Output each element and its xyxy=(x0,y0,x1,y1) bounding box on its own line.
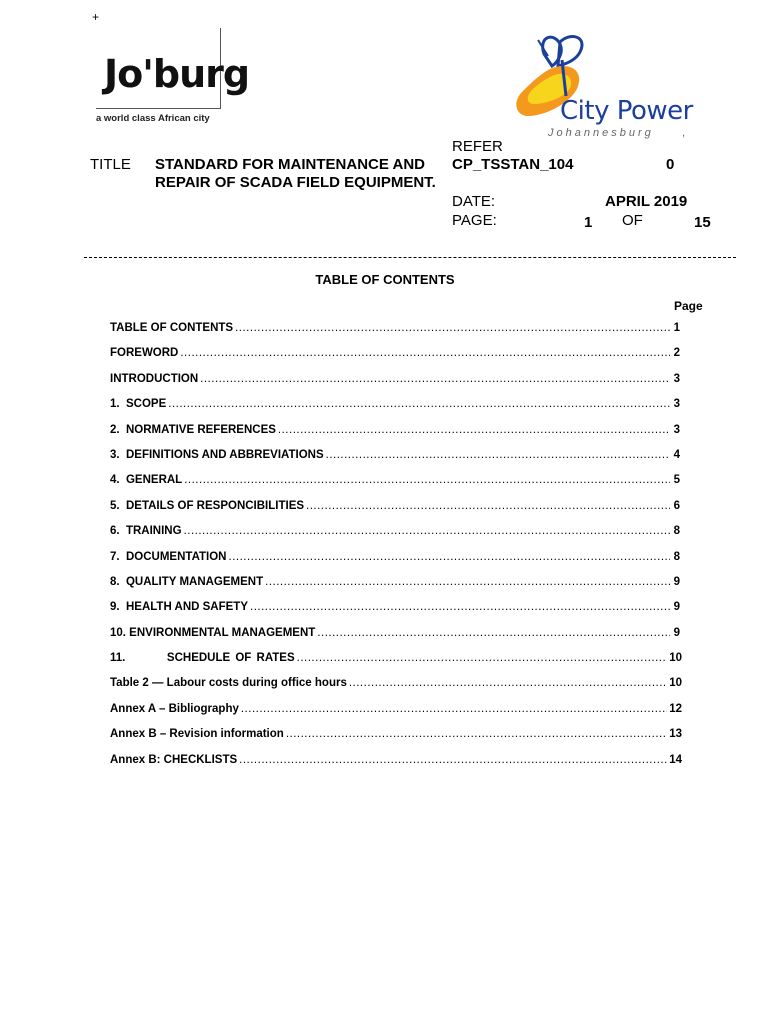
toc-entry-page: 13 xyxy=(669,728,682,741)
toc-leader xyxy=(250,601,670,613)
toc-leader xyxy=(180,347,670,359)
toc-entry[interactable] xyxy=(110,347,680,372)
toc-entry-title: Annex B: CHECKLISTS xyxy=(110,753,238,766)
toc-entry-title: 1. SCOPE xyxy=(110,398,167,411)
toc-entry-page: 9 xyxy=(673,575,680,588)
plus-mark: + xyxy=(92,10,100,24)
toc-entry-title: FOREWORD xyxy=(110,347,179,360)
toc-entry[interactable] xyxy=(110,500,680,525)
toc-leader xyxy=(184,474,670,486)
page-number: 1 xyxy=(584,214,593,231)
toc-leader xyxy=(286,728,667,740)
toc-entry[interactable] xyxy=(110,424,680,449)
document-title: STANDARD FOR MAINTENANCE AND REPAIR OF SCADA FIELD EQUIPMENT. xyxy=(155,156,436,191)
toc-entry-title: 8. QUALITY MANAGEMENT xyxy=(110,575,264,588)
toc-entry-page: 2 xyxy=(673,347,680,360)
toc-entry-page: 8 xyxy=(673,525,680,538)
toc-entry-page: 10 xyxy=(669,677,682,690)
city-power-subtext: Johannesburg xyxy=(548,127,654,139)
toc-leader xyxy=(297,652,668,664)
toc-entry-page: 3 xyxy=(673,423,680,436)
revision-number: 0 xyxy=(666,156,675,173)
toc-entry[interactable] xyxy=(110,398,680,423)
toc-leader xyxy=(317,627,670,639)
of-label: OF xyxy=(622,212,643,229)
toc-entry[interactable] xyxy=(110,754,682,779)
toc-entry[interactable] xyxy=(110,525,680,550)
toc-entry-page: 6 xyxy=(673,499,680,512)
toc-leader xyxy=(278,424,670,436)
toc-leader xyxy=(184,525,670,537)
header-divider xyxy=(84,257,736,258)
toc-entry-page: 12 xyxy=(669,702,682,715)
date-value: APRIL 2019 xyxy=(605,193,688,210)
toc-entry-title: Annex B – Revision information xyxy=(110,728,284,741)
toc-leader xyxy=(200,373,670,385)
toc-leader xyxy=(265,576,670,588)
date-label: DATE: xyxy=(452,193,496,210)
page-total: 15 xyxy=(694,214,711,231)
toc-entry-title: Annex A – Bibliography xyxy=(110,702,239,715)
toc-entry[interactable] xyxy=(110,601,680,626)
toc-entry[interactable] xyxy=(110,373,680,398)
toc-leader xyxy=(306,500,670,512)
toc-heading: TABLE OF CONTENTS xyxy=(315,272,455,287)
toc-entry-page: 3 xyxy=(673,398,680,411)
city-power-trailing-mark: , xyxy=(682,127,686,139)
toc-entry-title: TABLE OF CONTENTS xyxy=(110,322,234,334)
toc-entry-title: 5. DETAILS OF RESPONCIBILITIES xyxy=(110,499,305,512)
toc-entry-title: 10. ENVIRONMENTAL MANAGEMENT xyxy=(110,626,316,639)
toc-entry[interactable] xyxy=(110,449,680,474)
toc-list xyxy=(110,322,680,779)
toc-entry[interactable] xyxy=(110,627,680,652)
reference-label: REFER xyxy=(452,138,503,155)
toc-entry[interactable] xyxy=(110,474,680,499)
toc-entry-title: 6. TRAINING xyxy=(110,525,182,538)
reference-code: CP_TSSTAN_104 xyxy=(452,156,574,173)
toc-entry-title: INTRODUCTION xyxy=(110,372,199,385)
toc-entry-page: 8 xyxy=(673,550,680,563)
toc-entry-title: 2. NORMATIVE REFERENCES xyxy=(110,423,276,436)
toc-leader xyxy=(168,398,670,410)
page-label: PAGE: xyxy=(452,212,497,229)
toc-entry-page: 4 xyxy=(673,448,680,461)
toc-entry-title: 4. GENERAL xyxy=(110,474,183,487)
toc-leader xyxy=(235,322,670,334)
toc-entry-page: 3 xyxy=(673,372,680,385)
toc-leader xyxy=(229,551,671,563)
toc-entry[interactable] xyxy=(110,652,682,677)
joburg-tagline: a world class African city xyxy=(96,113,210,124)
toc-entry-page: 9 xyxy=(673,601,680,614)
toc-entry-page: 10 xyxy=(669,652,682,665)
title-label: TITLE xyxy=(90,156,131,173)
toc-entry-title: 9. HEALTH AND SAFETY xyxy=(110,601,249,614)
toc-entry[interactable] xyxy=(110,576,680,601)
toc-leader xyxy=(326,449,670,461)
toc-entry-page: 14 xyxy=(669,753,682,766)
toc-leader xyxy=(349,677,667,689)
toc-leader xyxy=(239,754,667,766)
toc-entry-title: 11. SCHEDULE OF RATES xyxy=(110,652,295,665)
toc-entry-page: 5 xyxy=(673,474,680,487)
toc-entry[interactable] xyxy=(110,551,680,576)
city-power-logo: City Power xyxy=(560,96,693,126)
toc-entry-title: 7. DOCUMENTATION xyxy=(110,550,227,563)
toc-entry-page: 9 xyxy=(673,626,680,639)
toc-entry-page: 1 xyxy=(673,322,680,334)
toc-entry-title: 3. DEFINITIONS AND ABBREVIATIONS xyxy=(110,448,324,461)
toc-entry[interactable] xyxy=(110,728,682,753)
toc-entry[interactable] xyxy=(110,322,680,347)
toc-entry-title: Table 2 — Labour costs during office hours xyxy=(110,677,347,690)
toc-page-column-label: Page xyxy=(674,299,703,313)
toc-leader xyxy=(241,703,667,715)
toc-entry[interactable] xyxy=(110,677,682,702)
toc-entry[interactable] xyxy=(110,703,682,728)
joburg-logo: Jo'burg xyxy=(104,52,250,96)
